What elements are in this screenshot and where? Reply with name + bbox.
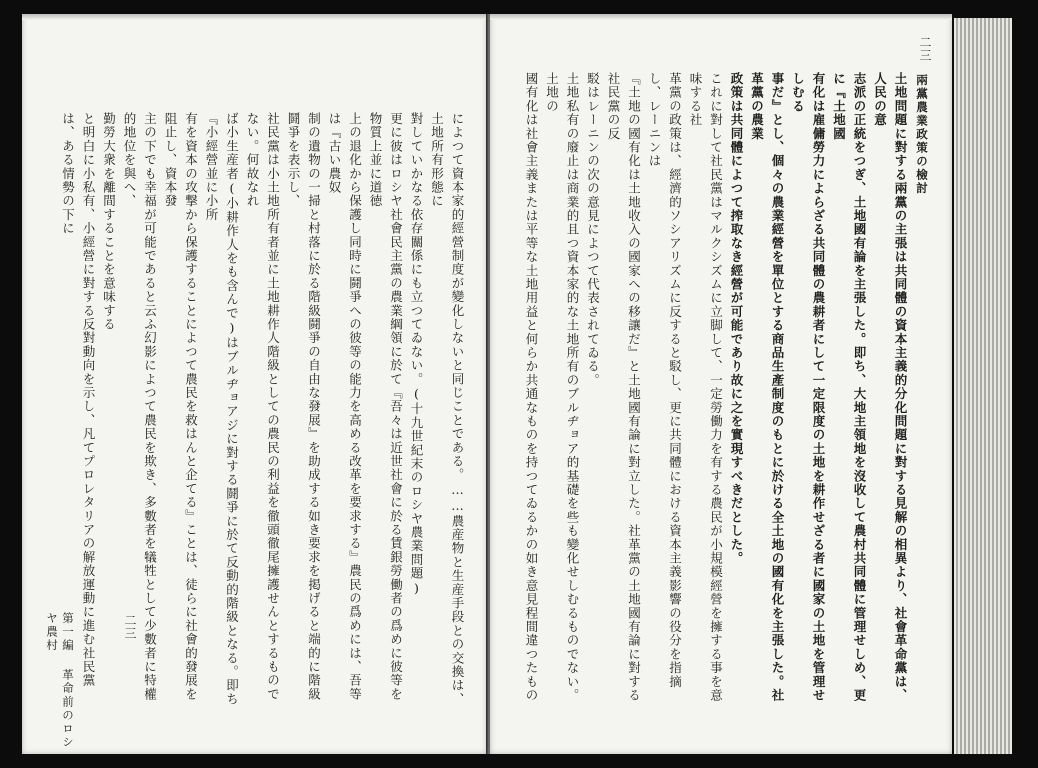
- text-column: 制の遺物の一掃と村落に於る階級鬪爭の自由な發展』を助成する如き要求を掲げると端的に階級鬪爭を表示し、: [286, 112, 322, 702]
- text-column: 政策は共同體によつて搾取なき經營が可能であり故に之を實現すべきだとした。: [729, 72, 744, 566]
- text-column: 有化は雇傭勞力によらざる共同體の農耕者にして一定限度の土地を耕作せざる者に國家の土地を管理せしむる: [790, 72, 826, 703]
- text-column: によつて資本家的經營制度が變化しないと同じことである。……農産物と生産手段との交換は、土地所有形態に: [429, 112, 465, 707]
- text-column: ば小生産者(小耕作人をも含んで)はブルヂョアジに對する鬪爭に於て反動的階級となる。即ち『小經營並に小所: [204, 112, 240, 707]
- text-column: 社民黨は小土地所有者並に土地耕作人階級としての農民の利益を徹頭徹尾擁護せんとするものでない。何故なれ: [245, 112, 281, 702]
- text-column: 革黨の政策は、經濟的ソシアリズムに反すると駁し、更に共同體における資本主義影響の役分を指摘し、レーニンは: [647, 72, 683, 689]
- left-page-body: [55, 112, 467, 712]
- text-column: 對していかなる依存關係にも立つてゐない。(十九世紀末のロシヤ農業問題): [409, 112, 424, 597]
- page-edges: [954, 18, 1012, 754]
- right-page: [490, 14, 952, 754]
- text-column: 土地問題に對する兩黨の主張は共同體の資本主義的分化問題に對する見解の相異より、社會革命黨は、人民の意: [872, 72, 908, 703]
- text-column: 主の下でも幸福が可能であると云ふ幻影によつて農民を欺き、多數者を犠牲として少數者に特權的地位を與へ、: [122, 112, 158, 702]
- text-column: 更に彼はロシヤ社會民主黨の農業綱領に於て『吾々は近世社會に於る賃銀勞働者の爲めに彼等を物質上並に道徳: [368, 112, 404, 702]
- running-head: 兩黨農業政策の檢討: [915, 74, 929, 196]
- right-page-body: [522, 72, 910, 712]
- text-column: 志派の正統をつぎ、土地國有論を主張した。即ち、大地主領地を沒收して農村共同體に管理せしめ、更に『土地國: [831, 72, 867, 703]
- page-number: 二三: [918, 36, 932, 62]
- text-column: 國有化は社會主義または平等な土地用益と何らか共通なものを持つてゐるかの如き意見程間違つたもの: [524, 72, 539, 703]
- text-column: 事だ』とし、個々の農業經營を單位とする商品生產制度のもとに於ける全土地の國有化を主張した。社革黨の農業: [749, 72, 785, 703]
- left-page: [22, 14, 487, 754]
- text-column: 駁はレーニンの次の意見によつて代表されてゐる。: [585, 72, 601, 388]
- text-column: 土地私有の廢止は商業的且つ資本家的な土地所有のブルヂョア的基礎を些も變化せしむるものでない。土地の: [544, 72, 580, 703]
- text-column: 有を資本の攻撃から保護することによつて農民を救はんと企てる』ことは、徒らに社會的發展を阻止し、資本發: [163, 112, 199, 702]
- text-column: 『土地の國有化は土地收入の國家への移讓だ』と土地國有論に對立した。社革黨の土地國有論に對する社民黨の反: [606, 72, 642, 703]
- text-column: 上の退化から保護し同時に鬪爭への彼等の能力を高める改革を要求する』農民の爲めには、吾等は『古い農奴: [327, 112, 363, 702]
- page-top-shadow: [22, 14, 487, 20]
- text-column: これに對して社民黨はマルクシズムに立脚して、一定勞働力を有する農民が小規模經營を擁する事を意味する社: [688, 72, 724, 703]
- page-top-shadow: [490, 14, 952, 20]
- text-column: 勤勞大衆を離間することを意味する: [101, 112, 117, 332]
- text-column: と明白に小私有、小經營に對する反對動向を示し、凡てプロレタリアの解放運動に進む社民黨は、ある情勢の下に: [60, 112, 96, 688]
- running-head: 第一編 革命前のロシヤ農村: [45, 612, 75, 750]
- page-number: 二三: [123, 614, 137, 640]
